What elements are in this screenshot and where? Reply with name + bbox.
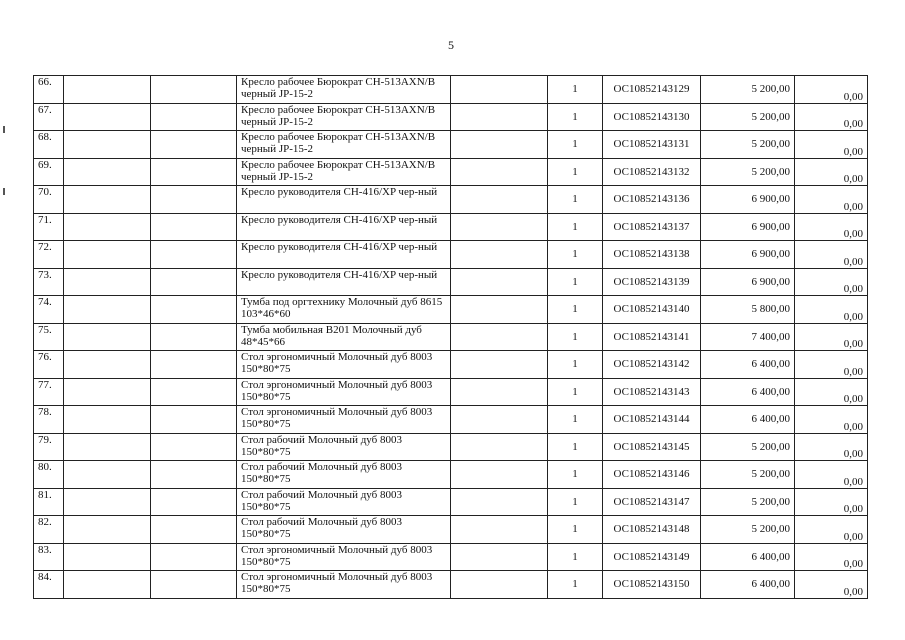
item-quantity: 1 (548, 296, 603, 324)
item-quantity: 1 (548, 76, 603, 104)
blank-cell (451, 296, 548, 324)
blank-cell (64, 186, 151, 214)
row-number: 79. (34, 433, 64, 461)
blank-cell (64, 461, 151, 489)
item-quantity: 1 (548, 158, 603, 186)
blank-cell (151, 351, 237, 379)
residual-value: 0,00 (795, 296, 868, 324)
item-name: Стол рабочий Молочный дуб 8003 150*80*75 (237, 461, 451, 489)
item-name: Стол эргономичный Молочный дуб 8003 150*80*75 (237, 351, 451, 379)
blank-cell (451, 351, 548, 379)
blank-cell (151, 213, 237, 241)
blank-cell (151, 241, 237, 269)
row-number: 68. (34, 131, 64, 159)
item-price: 6 900,00 (701, 268, 795, 296)
inventory-code: ОС10852143131 (603, 131, 701, 159)
scan-margin-mark (3, 188, 5, 195)
inventory-code: ОС10852143144 (603, 406, 701, 434)
blank-cell (151, 131, 237, 159)
row-number: 83. (34, 543, 64, 571)
table-row (34, 296, 868, 324)
table-row (34, 543, 868, 571)
blank-cell (151, 158, 237, 186)
residual-value: 0,00 (795, 158, 868, 186)
scan-margin-mark (3, 126, 5, 133)
inventory-code: ОС10852143137 (603, 213, 701, 241)
blank-cell (151, 268, 237, 296)
table-row (34, 213, 868, 241)
row-number: 70. (34, 186, 64, 214)
item-name: Кресло рабочее Бюрократ CH-513AXN/B черный JP-15-2 (237, 76, 451, 104)
blank-cell (64, 571, 151, 599)
row-number: 81. (34, 488, 64, 516)
inventory-code: ОС10852143140 (603, 296, 701, 324)
inventory-code: ОС10852143129 (603, 76, 701, 104)
item-name: Стол рабочий Молочный дуб 8003 150*80*75 (237, 433, 451, 461)
table-row (34, 516, 868, 544)
table-row (34, 323, 868, 351)
residual-value: 0,00 (795, 131, 868, 159)
blank-cell (451, 461, 548, 489)
item-quantity: 1 (548, 241, 603, 269)
item-name: Стол рабочий Молочный дуб 8003 150*80*75 (237, 488, 451, 516)
residual-value: 0,00 (795, 76, 868, 104)
inventory-code: ОС10852143148 (603, 516, 701, 544)
item-name: Стол эргономичный Молочный дуб 8003 150*80*75 (237, 378, 451, 406)
blank-cell (451, 378, 548, 406)
blank-cell (451, 241, 548, 269)
residual-value: 0,00 (795, 461, 868, 489)
residual-value: 0,00 (795, 543, 868, 571)
row-number: 69. (34, 158, 64, 186)
blank-cell (151, 76, 237, 104)
inventory-code: ОС10852143142 (603, 351, 701, 379)
item-price: 6 400,00 (701, 351, 795, 379)
table-row (34, 406, 868, 434)
residual-value: 0,00 (795, 516, 868, 544)
table-row (34, 461, 868, 489)
item-name: Стол эргономичный Молочный дуб 8003 150*80*75 (237, 543, 451, 571)
blank-cell (64, 516, 151, 544)
row-number: 73. (34, 268, 64, 296)
row-number: 82. (34, 516, 64, 544)
residual-value: 0,00 (795, 103, 868, 131)
blank-cell (64, 406, 151, 434)
row-number: 71. (34, 213, 64, 241)
blank-cell (64, 241, 151, 269)
item-name: Кресло руководителя CH-416/XP чер-ный (237, 241, 451, 269)
residual-value: 0,00 (795, 488, 868, 516)
blank-cell (451, 433, 548, 461)
item-quantity: 1 (548, 378, 603, 406)
item-quantity: 1 (548, 131, 603, 159)
blank-cell (151, 516, 237, 544)
item-price: 5 200,00 (701, 76, 795, 104)
blank-cell (451, 323, 548, 351)
row-number: 84. (34, 571, 64, 599)
item-price: 6 400,00 (701, 543, 795, 571)
inventory-code: ОС10852143139 (603, 268, 701, 296)
table-row (34, 158, 868, 186)
item-price: 5 200,00 (701, 433, 795, 461)
blank-cell (64, 158, 151, 186)
item-quantity: 1 (548, 186, 603, 214)
blank-cell (451, 131, 548, 159)
item-quantity: 1 (548, 213, 603, 241)
item-price: 5 200,00 (701, 488, 795, 516)
item-price: 6 400,00 (701, 378, 795, 406)
blank-cell (64, 323, 151, 351)
blank-cell (64, 268, 151, 296)
item-price: 6 900,00 (701, 213, 795, 241)
item-name: Кресло рабочее Бюрократ CH-513AXN/B черный JP-15-2 (237, 131, 451, 159)
row-number: 66. (34, 76, 64, 104)
item-quantity: 1 (548, 543, 603, 571)
table-row (34, 103, 868, 131)
item-quantity: 1 (548, 433, 603, 461)
item-price: 5 200,00 (701, 461, 795, 489)
blank-cell (64, 213, 151, 241)
blank-cell (151, 378, 237, 406)
page-number: 5 (448, 38, 454, 52)
blank-cell (151, 103, 237, 131)
inventory-code: ОС10852143138 (603, 241, 701, 269)
blank-cell (64, 378, 151, 406)
blank-cell (451, 103, 548, 131)
row-number: 67. (34, 103, 64, 131)
item-name: Кресло руководителя CH-416/XP чер-ный (237, 213, 451, 241)
inventory-code: ОС10852143147 (603, 488, 701, 516)
blank-cell (64, 488, 151, 516)
blank-cell (64, 351, 151, 379)
blank-cell (64, 296, 151, 324)
item-price: 5 800,00 (701, 296, 795, 324)
blank-cell (151, 543, 237, 571)
table-row (34, 241, 868, 269)
blank-cell (64, 543, 151, 571)
inventory-code: ОС10852143136 (603, 186, 701, 214)
item-name: Стол эргономичный Молочный дуб 8003 150*80*75 (237, 571, 451, 599)
inventory-code: ОС10852143146 (603, 461, 701, 489)
item-price: 5 200,00 (701, 103, 795, 131)
blank-cell (151, 323, 237, 351)
inventory-code: ОС10852143141 (603, 323, 701, 351)
residual-value: 0,00 (795, 186, 868, 214)
residual-value: 0,00 (795, 213, 868, 241)
inventory-code: ОС10852143132 (603, 158, 701, 186)
table-row (34, 488, 868, 516)
item-quantity: 1 (548, 488, 603, 516)
item-quantity: 1 (548, 516, 603, 544)
inventory-code: ОС10852143143 (603, 378, 701, 406)
item-price: 6 900,00 (701, 186, 795, 214)
blank-cell (451, 571, 548, 599)
item-quantity: 1 (548, 323, 603, 351)
table-row (34, 433, 868, 461)
residual-value: 0,00 (795, 378, 868, 406)
inventory-code: ОС10852143130 (603, 103, 701, 131)
item-name: Тумба мобильная В201 Молочный дуб 48*45*66 (237, 323, 451, 351)
blank-cell (151, 406, 237, 434)
inventory-code: ОС10852143150 (603, 571, 701, 599)
table-row (34, 76, 868, 104)
blank-cell (64, 76, 151, 104)
item-name: Кресло руководителя CH-416/XP чер-ный (237, 186, 451, 214)
blank-cell (64, 433, 151, 461)
item-price: 5 200,00 (701, 516, 795, 544)
blank-cell (151, 296, 237, 324)
residual-value: 0,00 (795, 571, 868, 599)
blank-cell (151, 461, 237, 489)
row-number: 77. (34, 378, 64, 406)
residual-value: 0,00 (795, 351, 868, 379)
blank-cell (151, 433, 237, 461)
item-price: 6 400,00 (701, 571, 795, 599)
blank-cell (64, 131, 151, 159)
item-price: 6 900,00 (701, 241, 795, 269)
item-quantity: 1 (548, 406, 603, 434)
row-number: 78. (34, 406, 64, 434)
table-row (34, 268, 868, 296)
blank-cell (451, 406, 548, 434)
item-name: Кресло рабочее Бюрократ CH-513AXN/B черный JP-15-2 (237, 103, 451, 131)
item-name: Стол рабочий Молочный дуб 8003 150*80*75 (237, 516, 451, 544)
item-quantity: 1 (548, 103, 603, 131)
blank-cell (451, 186, 548, 214)
item-name: Кресло рабочее Бюрократ CH-513AXN/B черный JP-15-2 (237, 158, 451, 186)
blank-cell (451, 76, 548, 104)
inventory-table (33, 75, 868, 599)
item-price: 6 400,00 (701, 406, 795, 434)
blank-cell (451, 543, 548, 571)
blank-cell (151, 186, 237, 214)
blank-cell (151, 488, 237, 516)
inventory-code: ОС10852143149 (603, 543, 701, 571)
blank-cell (451, 213, 548, 241)
item-quantity: 1 (548, 571, 603, 599)
residual-value: 0,00 (795, 323, 868, 351)
table-row (34, 131, 868, 159)
row-number: 76. (34, 351, 64, 379)
table-row (34, 351, 868, 379)
row-number: 80. (34, 461, 64, 489)
blank-cell (451, 158, 548, 186)
item-price: 7 400,00 (701, 323, 795, 351)
blank-cell (451, 488, 548, 516)
residual-value: 0,00 (795, 241, 868, 269)
item-quantity: 1 (548, 461, 603, 489)
blank-cell (451, 516, 548, 544)
inventory-code: ОС10852143145 (603, 433, 701, 461)
row-number: 72. (34, 241, 64, 269)
item-name: Кресло руководителя CH-416/XP чер-ный (237, 268, 451, 296)
item-quantity: 1 (548, 268, 603, 296)
table-row (34, 378, 868, 406)
table-row (34, 186, 868, 214)
item-price: 5 200,00 (701, 158, 795, 186)
row-number: 75. (34, 323, 64, 351)
blank-cell (64, 103, 151, 131)
residual-value: 0,00 (795, 433, 868, 461)
residual-value: 0,00 (795, 406, 868, 434)
row-number: 74. (34, 296, 64, 324)
blank-cell (451, 268, 548, 296)
inventory-table-body (34, 76, 868, 599)
item-price: 5 200,00 (701, 131, 795, 159)
table-row (34, 571, 868, 599)
item-name: Тумба под оргтехнику Молочный дуб 8615 103*46*60 (237, 296, 451, 324)
residual-value: 0,00 (795, 268, 868, 296)
blank-cell (151, 571, 237, 599)
item-name: Стол эргономичный Молочный дуб 8003 150*80*75 (237, 406, 451, 434)
item-quantity: 1 (548, 351, 603, 379)
